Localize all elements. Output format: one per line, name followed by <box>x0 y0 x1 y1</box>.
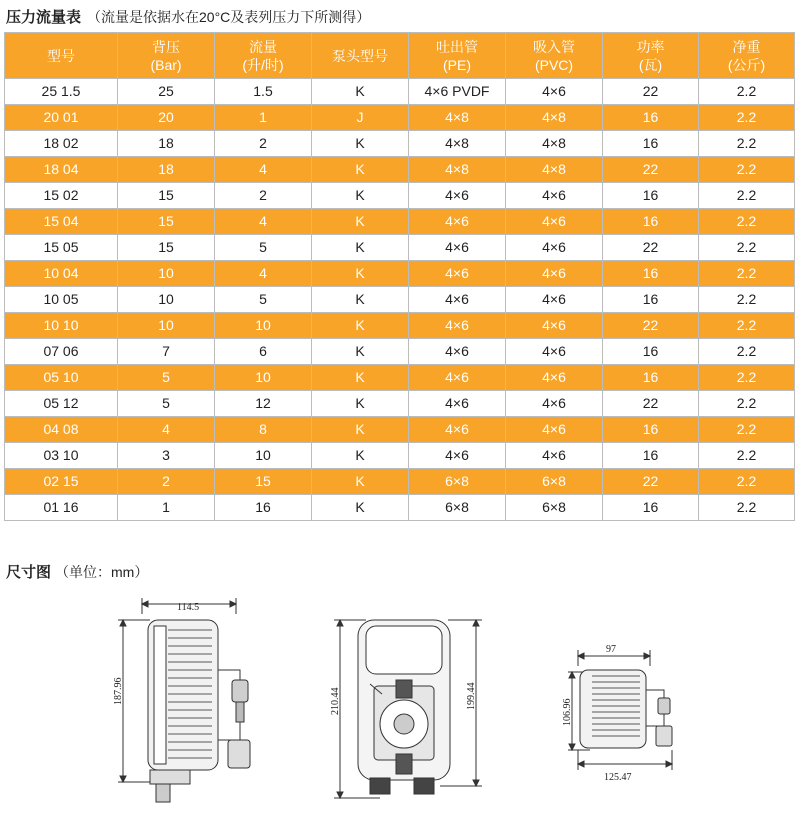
table-cell: K <box>312 157 409 183</box>
table-cell: 16 <box>603 365 699 391</box>
table-cell: 20 01 <box>5 105 118 131</box>
table-cell: 10 <box>215 365 312 391</box>
table-cell: 12 <box>215 391 312 417</box>
table-row <box>5 287 795 313</box>
table-cell: 4×6 <box>506 235 603 261</box>
column-header-label: 型号 <box>47 47 75 64</box>
table-cell: 18 04 <box>5 157 118 183</box>
table-cell: 4×6 <box>506 79 603 105</box>
table-cell: 16 <box>603 131 699 157</box>
table-cell: 4×6 <box>409 391 506 417</box>
table-row <box>5 339 795 365</box>
table-cell: 7 <box>118 339 215 365</box>
table-cell: 2 <box>215 131 312 157</box>
table-cell: K <box>312 79 409 105</box>
table-cell: 16 <box>215 495 312 521</box>
table-cell: 2.2 <box>699 495 795 521</box>
table-cell: K <box>312 495 409 521</box>
table-cell: 10 <box>215 443 312 469</box>
table-cell: 22 <box>603 235 699 261</box>
table-cell: 16 <box>603 495 699 521</box>
table-cell: 6 <box>215 339 312 365</box>
column-header-label: 背压 <box>152 38 180 55</box>
table-cell: 4×6 <box>409 183 506 209</box>
table-cell: 15 04 <box>5 209 118 235</box>
column-header <box>506 33 603 79</box>
small-view-drawing <box>568 650 672 770</box>
table-cell: 16 <box>603 443 699 469</box>
table-cell: 4×6 <box>506 391 603 417</box>
table-row <box>5 469 795 495</box>
table-cell: 2 <box>118 469 215 495</box>
table-cell: 1.5 <box>215 79 312 105</box>
column-header <box>5 33 118 79</box>
table-cell: K <box>312 209 409 235</box>
table-cell: 16 <box>603 339 699 365</box>
table-cell: 16 <box>603 183 699 209</box>
table-cell: 2.2 <box>699 105 795 131</box>
table-cell: 4×8 <box>409 131 506 157</box>
table-cell: 10 04 <box>5 261 118 287</box>
table-cell: 2.2 <box>699 157 795 183</box>
table-cell: 2.2 <box>699 261 795 287</box>
table-cell: 4×8 <box>506 105 603 131</box>
small-width-bottom-label: 125.47 <box>604 772 632 783</box>
table-cell: K <box>312 261 409 287</box>
table-body <box>5 79 795 521</box>
table-cell: 4 <box>215 261 312 287</box>
table-cell: 15 <box>118 209 215 235</box>
table-cell: 4 <box>118 417 215 443</box>
table-cell: 4×6 PVDF <box>409 79 506 105</box>
table-cell: K <box>312 365 409 391</box>
dimension-title <box>6 561 148 582</box>
table-row <box>5 261 795 287</box>
table-cell: 05 12 <box>5 391 118 417</box>
table-cell: 2.2 <box>699 131 795 157</box>
column-header-label: 吐出管 <box>436 38 478 55</box>
table-cell: 25 <box>118 79 215 105</box>
column-header <box>312 33 409 79</box>
front-height-total-label: 210.44 <box>330 687 341 715</box>
front-view-drawing <box>334 620 482 798</box>
table-cell: K <box>312 417 409 443</box>
table-cell: 4×6 <box>409 235 506 261</box>
small-height-label: 106.96 <box>562 698 573 726</box>
table-cell: 2.2 <box>699 287 795 313</box>
page-title <box>6 6 370 26</box>
table-cell: 6×8 <box>409 469 506 495</box>
table-cell: 5 <box>215 287 312 313</box>
table-cell: 4×6 <box>409 209 506 235</box>
table-cell: 4×6 <box>506 417 603 443</box>
table-cell: 6×8 <box>409 495 506 521</box>
column-header-label: 泵头型号 <box>332 47 388 64</box>
table-cell: 16 <box>603 287 699 313</box>
table-cell: 2.2 <box>699 183 795 209</box>
table-cell: 2.2 <box>699 339 795 365</box>
table-cell: 07 06 <box>5 339 118 365</box>
table-cell: 2.2 <box>699 443 795 469</box>
table-cell: 15 <box>118 183 215 209</box>
table-cell: 4×6 <box>409 365 506 391</box>
table-cell: 1 <box>215 105 312 131</box>
table-cell: 22 <box>603 313 699 339</box>
table-cell: 15 <box>215 469 312 495</box>
table-cell: 4×6 <box>409 339 506 365</box>
table-cell: K <box>312 131 409 157</box>
column-header <box>215 33 312 79</box>
table-cell: 22 <box>603 391 699 417</box>
table-cell: 4×6 <box>409 443 506 469</box>
table-cell: 6×8 <box>506 495 603 521</box>
table-cell: 18 <box>118 157 215 183</box>
table-row <box>5 209 795 235</box>
table-cell: 16 <box>603 261 699 287</box>
table-cell: 2.2 <box>699 469 795 495</box>
table-cell: 2.2 <box>699 313 795 339</box>
table-cell: K <box>312 391 409 417</box>
table-cell: 2.2 <box>699 391 795 417</box>
table-row <box>5 391 795 417</box>
table-row <box>5 157 795 183</box>
column-header-label: 流量 <box>249 38 277 55</box>
table-cell: 16 <box>603 105 699 131</box>
table-cell: 05 10 <box>5 365 118 391</box>
column-header-unit: (PVC) <box>534 56 574 73</box>
table-cell: 4×8 <box>409 105 506 131</box>
table-cell: 10 05 <box>5 287 118 313</box>
front-height-body-label: 199.44 <box>466 682 477 710</box>
table-cell: 22 <box>603 469 699 495</box>
table-cell: 4×6 <box>409 287 506 313</box>
table-cell: 25 1.5 <box>5 79 118 105</box>
table-cell: 22 <box>603 157 699 183</box>
table-row <box>5 417 795 443</box>
table-cell: 18 02 <box>5 131 118 157</box>
table-cell: 2 <box>215 183 312 209</box>
dimension-unit: （单位：mm） <box>55 564 149 580</box>
table-cell: 16 <box>603 209 699 235</box>
column-header-unit: (Bar) <box>150 56 182 73</box>
table-cell: 16 <box>603 417 699 443</box>
table-cell: 15 <box>118 235 215 261</box>
table-cell: 2.2 <box>699 417 795 443</box>
table-cell: K <box>312 183 409 209</box>
table-row <box>5 183 795 209</box>
table-row <box>5 365 795 391</box>
table-cell: K <box>312 469 409 495</box>
column-header-unit: (瓦) <box>638 56 663 73</box>
table-cell: 4 <box>215 209 312 235</box>
table-cell: 4×8 <box>506 131 603 157</box>
table-cell: 01 16 <box>5 495 118 521</box>
table-row <box>5 313 795 339</box>
table-cell: 5 <box>215 235 312 261</box>
table-cell: 02 15 <box>5 469 118 495</box>
side-height-label: 187.96 <box>113 677 124 705</box>
table-cell: 2.2 <box>699 79 795 105</box>
table-cell: 4 <box>215 157 312 183</box>
table-cell: 4×6 <box>409 313 506 339</box>
column-header <box>118 33 215 79</box>
column-header-label: 吸入管 <box>533 38 575 55</box>
table-cell: 4×6 <box>506 261 603 287</box>
table-cell: 1 <box>118 495 215 521</box>
pressure-flow-table <box>4 32 795 521</box>
table-cell: 4×6 <box>506 209 603 235</box>
side-view-drawing <box>118 598 250 802</box>
table-row <box>5 131 795 157</box>
column-header-unit: (公斤) <box>727 56 766 73</box>
table-cell: 2.2 <box>699 209 795 235</box>
table-cell: 10 <box>215 313 312 339</box>
table-row <box>5 105 795 131</box>
table-cell: K <box>312 339 409 365</box>
table-cell: 3 <box>118 443 215 469</box>
dimension-drawings <box>0 590 800 814</box>
table-cell: 2.2 <box>699 365 795 391</box>
table-cell: 4×6 <box>506 443 603 469</box>
table-cell: 8 <box>215 417 312 443</box>
table-row <box>5 495 795 521</box>
column-header <box>603 33 699 79</box>
table-cell: 15 02 <box>5 183 118 209</box>
table-cell: 10 <box>118 261 215 287</box>
table-cell: 5 <box>118 365 215 391</box>
table-cell: 20 <box>118 105 215 131</box>
table-cell: 4×6 <box>506 183 603 209</box>
column-header <box>699 33 795 79</box>
column-header-unit: (PE) <box>443 56 471 73</box>
column-header-label: 净重 <box>732 38 761 55</box>
table-cell: K <box>312 313 409 339</box>
table-cell: 4×6 <box>409 261 506 287</box>
table-cell: J <box>312 105 409 131</box>
table-cell: 22 <box>603 79 699 105</box>
table-header-row <box>5 33 795 79</box>
table-cell: 4×6 <box>506 365 603 391</box>
table-cell: 4×6 <box>506 313 603 339</box>
table-cell: 18 <box>118 131 215 157</box>
table-cell: 6×8 <box>506 469 603 495</box>
column-header <box>409 33 506 79</box>
table-cell: 5 <box>118 391 215 417</box>
column-header-label: 功率 <box>636 38 665 55</box>
title-main: 压力流量表 <box>6 9 82 26</box>
table-cell: 4×6 <box>409 417 506 443</box>
table-cell: 04 08 <box>5 417 118 443</box>
table-row <box>5 443 795 469</box>
table-cell: 4×6 <box>506 339 603 365</box>
table-cell: K <box>312 287 409 313</box>
side-width-label: 114.5 <box>177 602 200 613</box>
table-cell: 10 10 <box>5 313 118 339</box>
table-cell: 10 <box>118 287 215 313</box>
table-cell: K <box>312 443 409 469</box>
table-cell: 10 <box>118 313 215 339</box>
table-cell: K <box>312 235 409 261</box>
small-width-top-label: 97 <box>606 644 616 655</box>
table-cell: 15 05 <box>5 235 118 261</box>
table-cell: 2.2 <box>699 235 795 261</box>
table-cell: 03 10 <box>5 443 118 469</box>
table-cell: 4×8 <box>409 157 506 183</box>
table-row <box>5 79 795 105</box>
table-cell: 4×6 <box>506 287 603 313</box>
title-note: （流量是依据水在20°C及表列压力下所测得） <box>87 9 371 25</box>
dimension-title-main: 尺寸图 <box>6 564 52 581</box>
table-cell: 4×8 <box>506 157 603 183</box>
table-row <box>5 235 795 261</box>
column-header-unit: (升/时) <box>242 56 284 73</box>
